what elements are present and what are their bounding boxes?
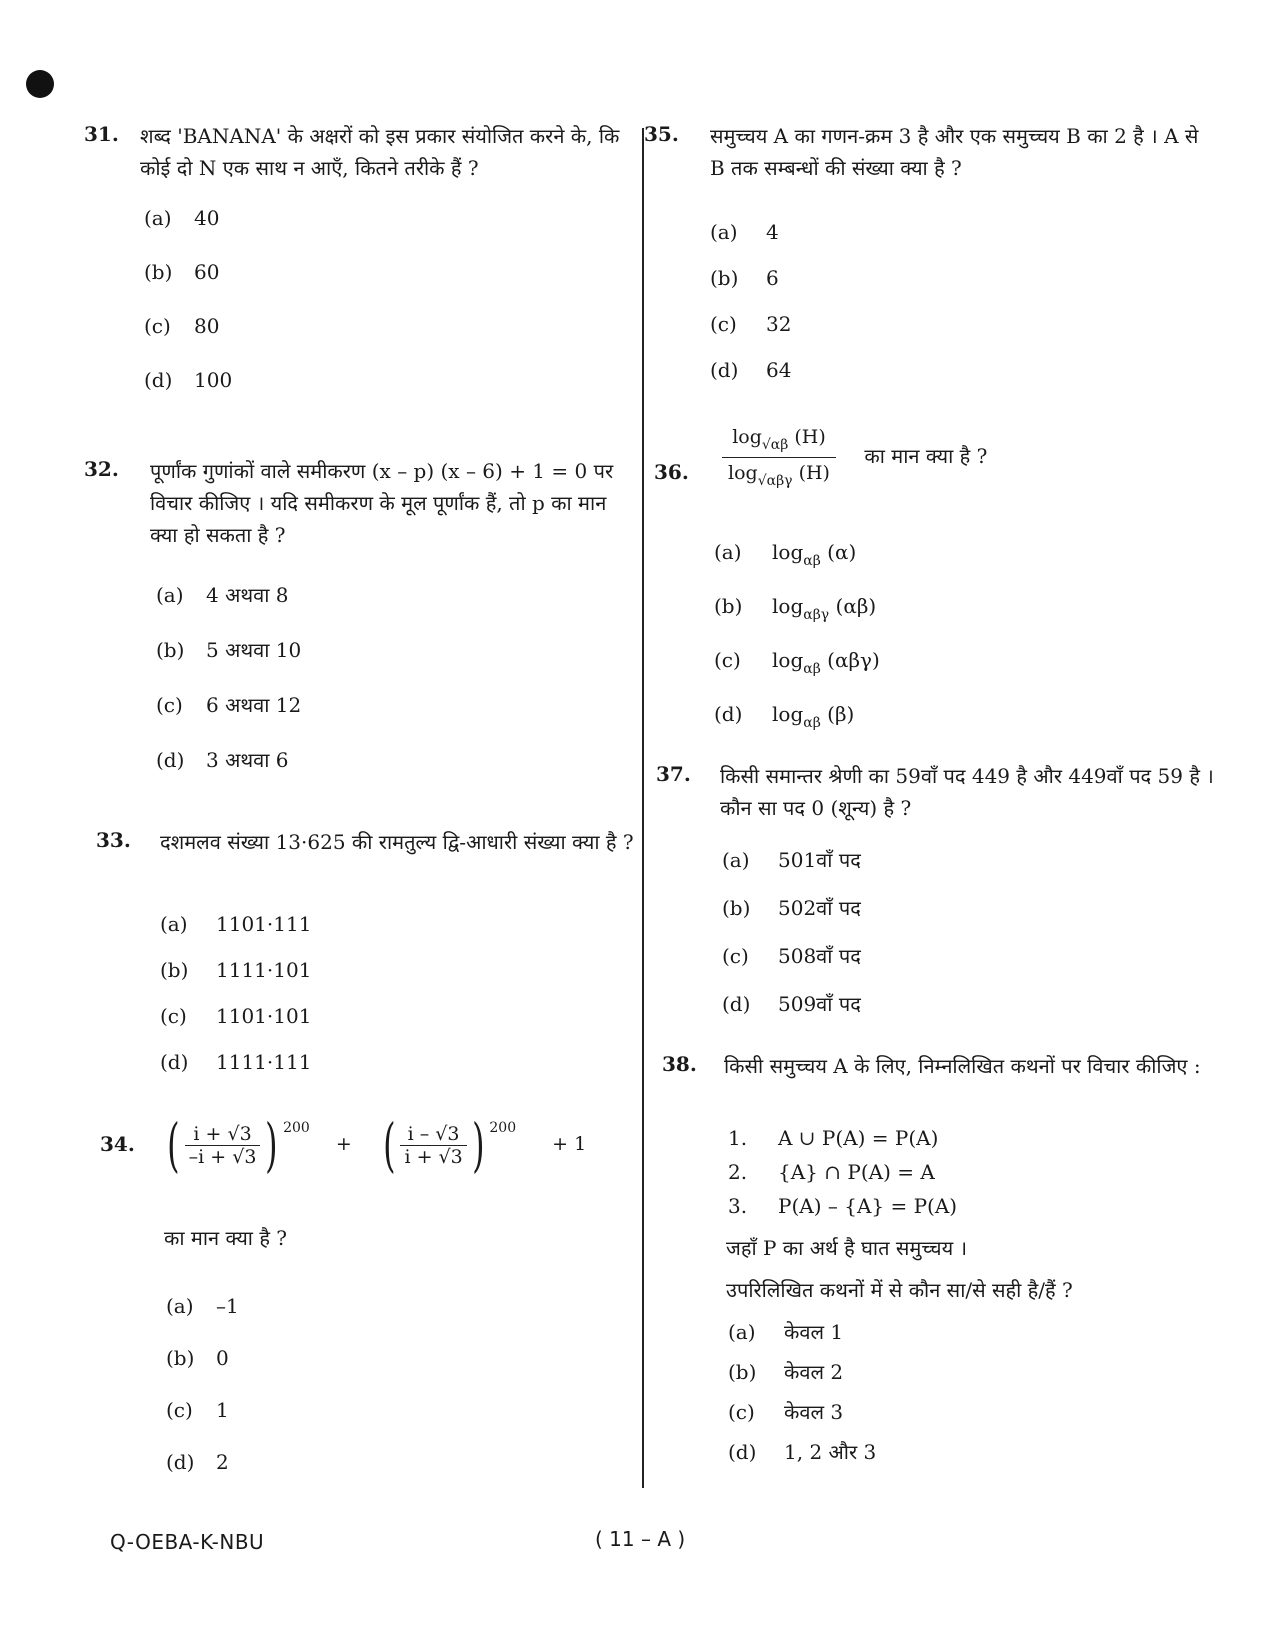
ask-text: उपरिलिखित कथनों में से कौन सा/से सही है/हैं ? [726,1278,1073,1302]
page-number: ( 11 – A ) [595,1527,686,1551]
math-expression: ( $\frac{i + √3}{-i + √3}$ ) $^{200}$ + ( $\frac{i - √3}{i + √3}$ ) $^{200}$ + 1 [167,1111,587,1179]
statement-1: 1. A ∪ P(A) = P(A) [728,1126,939,1150]
question-number: 31. [84,122,119,146]
log-fraction: $\frac{\log_{√\alpha\beta} (H)}{\log_{√\alpha\beta\gamma} (H)}$ [722,426,836,489]
option-b: (b) 0 [166,1346,229,1370]
option-c: (c) केवल 3 [728,1400,844,1424]
option-a: (a) केवल 1 [728,1320,844,1344]
option-b: (b) 5 अथवा 10 [156,638,302,662]
option-a: (a) 4 [710,220,779,244]
option-a: (a) 501वाँ पद [722,848,861,872]
option-d: (d) 1111·111 [160,1050,312,1074]
question-number: 34. [100,1132,135,1156]
option-b: (b) 60 [144,260,220,284]
question-number: 33. [96,828,131,852]
option-a: (a) 1101·111 [160,912,312,936]
question-text: किसी समान्तर श्रेणी का 59वाँ पद 449 है और 449वाँ पद 59 है । कौन सा पद 0 (शून्य) है ? [720,764,1214,820]
fraction-2: $\frac{i - √3}{i + √3}$ [400,1123,466,1168]
option-b: (b) $\log_{\alpha\beta\gamma} (\alpha\beta)$ [714,594,877,623]
option-c: (c) 1101·101 [160,1004,312,1028]
math-expression [722,426,987,489]
option-d: (d) 1, 2 और 3 [728,1440,877,1464]
question-text: समुच्चय A का गणन-क्रम 3 है और एक समुच्चय B का 2 है । A से B तक सम्बन्धों की संख्या क्या है ? [710,124,1199,180]
option-c: (c) 508वाँ पद [722,944,861,968]
question-number: 36. [654,460,689,484]
question-text: शब्द 'BANANA' के अक्षरों को इस प्रकार संयोजित करने के, कि कोई दो N एक साथ न आएँ, कितने तरीके हैं ? [140,124,620,180]
fraction-1: $\frac{i + √3}{-i + √3}$ [185,1123,261,1168]
option-a: (a) 4 अथवा 8 [156,583,289,607]
statement-2: 2. {A} ∩ P(A) = A [728,1160,935,1184]
question-number: 37. [656,762,691,786]
option-b: (b) केवल 2 [728,1360,844,1384]
question-text: पूर्णांक गुणांकों वाले समीकरण (x – p) (x – 6) + 1 = 0 पर विचार कीजिए । यदि समीकरण के मूल पूर्णांक हैं, तो p का मान क्या हो सकता है ? [150,459,614,547]
option-d: (d) 3 अथवा 6 [156,748,289,772]
note-text: जहाँ P का अर्थ है घात समुच्चय । [726,1236,968,1260]
ink-blot [26,70,54,98]
statement-3: 3. P(A) – {A} = P(A) [728,1194,958,1218]
question-number: 38. [662,1052,697,1076]
option-c: (c) 1 [166,1398,229,1422]
option-d: (d) $\log_{\alpha\beta} (\beta)$ [714,702,855,731]
booklet-code: Q-OEBA-K-NBU [110,1530,265,1554]
option-b: (b) 502वाँ पद [722,896,861,920]
option-c: (c) 80 [144,314,220,338]
option-a: (a) 40 [144,206,220,230]
option-d: (d) 64 [710,358,792,382]
option-c: (c) 6 अथवा 12 [156,693,302,717]
option-a: (a) –1 [166,1294,239,1318]
option-a: (a) $\log_{\alpha\beta} (\alpha)$ [714,540,857,569]
option-c: (c) $\log_{\alpha\beta} (\alpha\beta\gamma)$ [714,648,880,677]
option-b: (b) 1111·101 [160,958,312,982]
option-b: (b) 6 [710,266,779,290]
question-text: दशमलव संख्या 13·625 की रामतुल्य द्वि-आधारी संख्या क्या है ? [160,830,634,854]
question-text: का मान क्या है ? [164,1226,288,1250]
option-d: (d) 100 [144,368,233,392]
column-divider [642,128,644,1488]
question-number: 32. [84,457,119,481]
question-number: 35. [644,122,679,146]
question-text: का मान क्या है ? [864,444,988,468]
question-text: किसी समुच्चय A के लिए, निम्नलिखित कथनों पर विचार कीजिए : [724,1054,1201,1078]
option-c: (c) 32 [710,312,792,336]
option-d: (d) 2 [166,1450,229,1474]
option-d: (d) 509वाँ पद [722,992,861,1016]
